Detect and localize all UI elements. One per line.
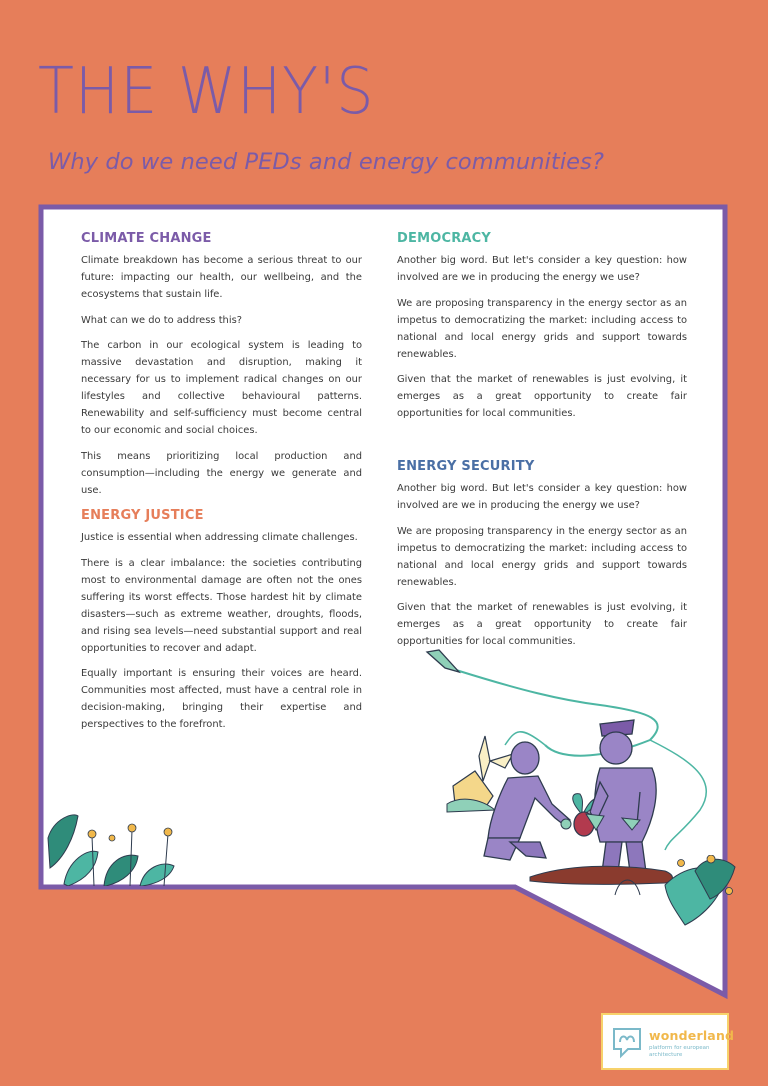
left-column: [81, 230, 362, 742]
democracy-paragraph: Another big word. But let's consider a key question: how involved are we in producing the energy we use?: [397, 255, 687, 283]
climate-change-paragraph: The carbon in our ecological system is leading to massive devastation and disruption, making it necessary for us to implement radical changes on our lifestyles and collective behavioural patterns. Renewability and self-sufficiency must become central to our economic and social choices.: [81, 340, 362, 436]
energy-security-paragraph: Another big word. But let's consider a key question: how involved are we in producing the energy we use?: [397, 483, 687, 511]
logo-tagline: platform for european architecture: [649, 1045, 710, 1058]
energy-justice-heading: ENERGY JUSTICE: [81, 508, 204, 523]
energy-security-heading: ENERGY SECURITY: [397, 459, 535, 474]
energy-justice-paragraph: Equally important is ensuring their voices are heard. Communities most affected, must have a central role in decision-making, bringing their expertise and perspectives to the forefront.: [81, 668, 362, 730]
energy-security-paragraph: Given that the market of renewables is just evolving, it emerges as a great opportunity to create fair opportunities for local communities.: [397, 602, 687, 647]
plants-left-illustration: [44, 808, 189, 886]
climate-change-paragraph: What can we do to address this?: [81, 314, 242, 326]
soil-and-plants-illustration: [525, 855, 740, 940]
energy-justice-paragraph: There is a clear imbalance: the societies contributing most to environmental damage are often not the ones suffering its worst effects. Those hardest hit by climate disasters—such as extreme weather, droughts, floods, and rising sea levels—need substantial support and real opportunities to recover and adapt.: [81, 557, 362, 654]
page-subtitle: Why do we need PEDs and energy communities?: [48, 149, 604, 175]
climate-change-heading: CLIMATE CHANGE: [81, 231, 212, 246]
page-title: THE WHY'S: [38, 55, 375, 129]
wonderland-logo[interactable]: [601, 1013, 735, 1070]
democracy-paragraph: We are proposing transparency in the energy sector as an impetus to democratizing the market: including access to national and local energy grids and support towards renewables.: [397, 297, 687, 360]
energy-security-paragraph: We are proposing transparency in the energy sector as an impetus to democratizing the market: including access to national and local energy grids and support towards renewables.: [397, 525, 687, 588]
right-column: [397, 230, 687, 659]
democracy-paragraph: Given that the market of renewables is just evolving, it emerges as a great opportunity to create fair opportunities for local communities.: [397, 374, 687, 419]
climate-change-paragraph: Climate breakdown has become a serious threat to our future: impacting our health, our wellbeing, and the ecosystems that sustain life.: [81, 255, 362, 300]
climate-change-paragraph: This means prioritizing local production and consumption—including the energy we generate and use.: [81, 450, 362, 496]
logo-wordmark: wonderland: [649, 1028, 735, 1043]
energy-justice-paragraph: Justice is essential when addressing climate challenges.: [81, 532, 358, 543]
speech-bubble-logo-icon: [611, 1025, 643, 1059]
democracy-heading: DEMOCRACY: [397, 231, 492, 246]
